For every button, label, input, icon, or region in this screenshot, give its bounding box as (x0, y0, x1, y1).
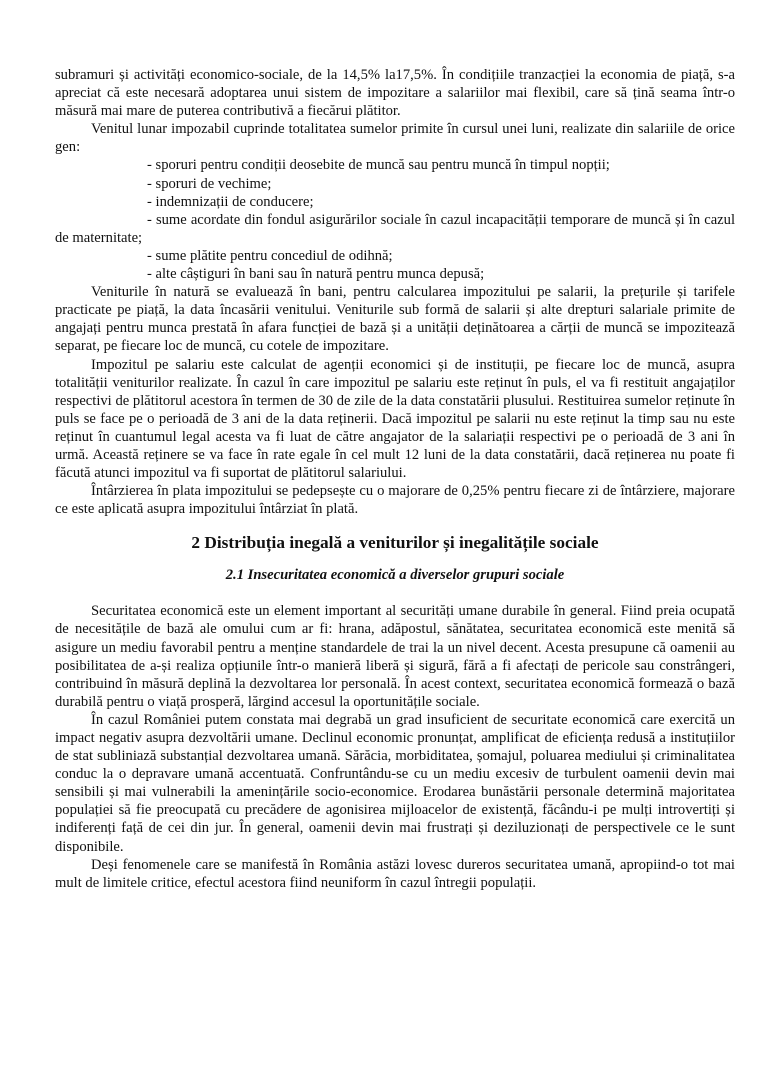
list-item: - sume acordate din fondul asigurărilor sociale în cazul incapacității temporare de muncă și în cazul de maternitate; (55, 211, 735, 246)
income-components-list (55, 156, 735, 283)
paragraph-phenomena: Deși fenomenele care se manifestă în România astăzi lovesc dureros securitatea umană, apropiind-o tot mai mult de limitele critice, efectul acestora fiind neuniform în cazul întregii populații. (55, 856, 735, 891)
paragraph-late-payment: Întârzierea în plata impozitului se pedepsește cu o majorare de 0,25% pentru fiecare zi de întârziere, majorare ce este aplicată asupra impozitului întârziat în plată. (55, 483, 735, 518)
document-page (55, 66, 735, 892)
list-item: - sporuri de vechime; (147, 175, 272, 192)
paragraph-taxable-income: Venitul lunar impozabil cuprinde totalitatea sumelor primite în cursul unei luni, realizate din salariile de orice gen: (55, 121, 735, 156)
list-item: - sume plătite pentru concediul de odihnă; (147, 247, 393, 264)
list-item: - indemnizații de conducere; (147, 193, 314, 210)
subsection-heading: 2.1 Insecuritatea economică a diverselor grupuri sociale (225, 567, 565, 584)
spacer (55, 584, 735, 602)
paragraph-romania-case: În cazul României putem constata mai degrabă un grad insuficient de securitate economică care exercită un impact negativ asupra dezvoltării umane. Declinul economic pronunțat, amplificat de eficiența redusă a instituțiilor de stat subliniază substanțial dezvoltarea umană. Sărăcia, morbiditatea, șomajul, poluarea mediului și criminalitatea conduc la o depravare umană accentuată. Confruntându-se cu un mediu excesiv de turbulent oamenii devin mai sensibili și mai vulnerabili la amenințările socio-economice. Erodarea bunăstării personale determină majoritatea populației să fie preocupată cu precădere de agonisirea mijloacelor de existență, făcându-i pe mulți introvertiți și indiferenți față de cei din jur. În general, oamenii devin mai frustrați și deziluzionați de perspectivele ce le sunt disponibile. (55, 711, 735, 855)
section-heading: 2 Distribuția inegală a veniturilor și inegalitățile sociale (191, 533, 599, 553)
paragraph-tax-rates: subramuri și activități economico-sociale, de la 14,5% la17,5%. În condițiile tranzacției la economia de piață, s-a apreciat că este necesară adoptarea unui sistem de impozitare a salariilor mai flexibil, care să țină seama într-o măsură mai mare de puterea contributivă a fiecărui plătitor. (55, 67, 735, 120)
list-item: - alte câștiguri în bani sau în natură pentru munca depusă; (147, 266, 485, 283)
list-item: - sporuri pentru condiții deosebite de muncă sau pentru muncă în timpul nopții; (147, 157, 610, 174)
paragraph-economic-security: Securitatea economică este un element important al securități umane durabile în general. Fiind preia ocupată de necesitățile de bază ale omului cum ar fi: hrana, adăpostul, sănătatea, securitatea economică este menită să asigure un mediu favorabil pentru a menține standardele de trai la un nivel decent. Acesta presupune că oamenii au posibilitatea de a-și realiza opțiunile într-o manieră liberă și sigură, fără a fi afectați de pericole sau constrângeri, contribuind în măsură deplină la dezvoltarea lor personală. În acest context, securitatea economică formează o bază durabilă pentru o viață prosperă, lărgind accesul la oportunitățile sociale. (55, 603, 735, 710)
paragraph-salary-tax: Impozitul pe salariu este calculat de agenții economici și de instituții, pe fiecare loc de muncă, asupra totalității veniturilor realizate. În cazul în care impozitul pe salariu este reținut în puls, el va fi restituit angajaților respectivi de plătitorul acestora în termen de 30 de zile de la data constatării plusului. Restituirea sumelor reținute în puls se face pe o perioadă de 3 ani de la data reținerii. Dacă impozitul pe salarii nu este reținut la timp sau nu este reținut în cuantumul legal acesta va fi luat de către angajator de la salariații respectivi pe o perioadă de 3 ani în urmă. Această reținere se va face în rate egale în cel mult 12 luni de la data constatării, dacă reținerea nu poate fi făcută atunci impozitul va fi suportat de plătitorul salariului. (55, 356, 735, 482)
paragraph-in-kind-income: Veniturile în natură se evaluează în bani, pentru calcularea impozitului pe salarii, la prețurile și tarifele practicate pe piață, la data încasării venitului. Veniturile sub formă de salarii și alte drepturi salariale primite de angajați pentru munca prestată în afara funcției de bază și a unității deținătoarea a cărții de muncă se impozitează separat, pe fiecare loc de muncă, cu cotele de impozitare. (55, 284, 735, 355)
